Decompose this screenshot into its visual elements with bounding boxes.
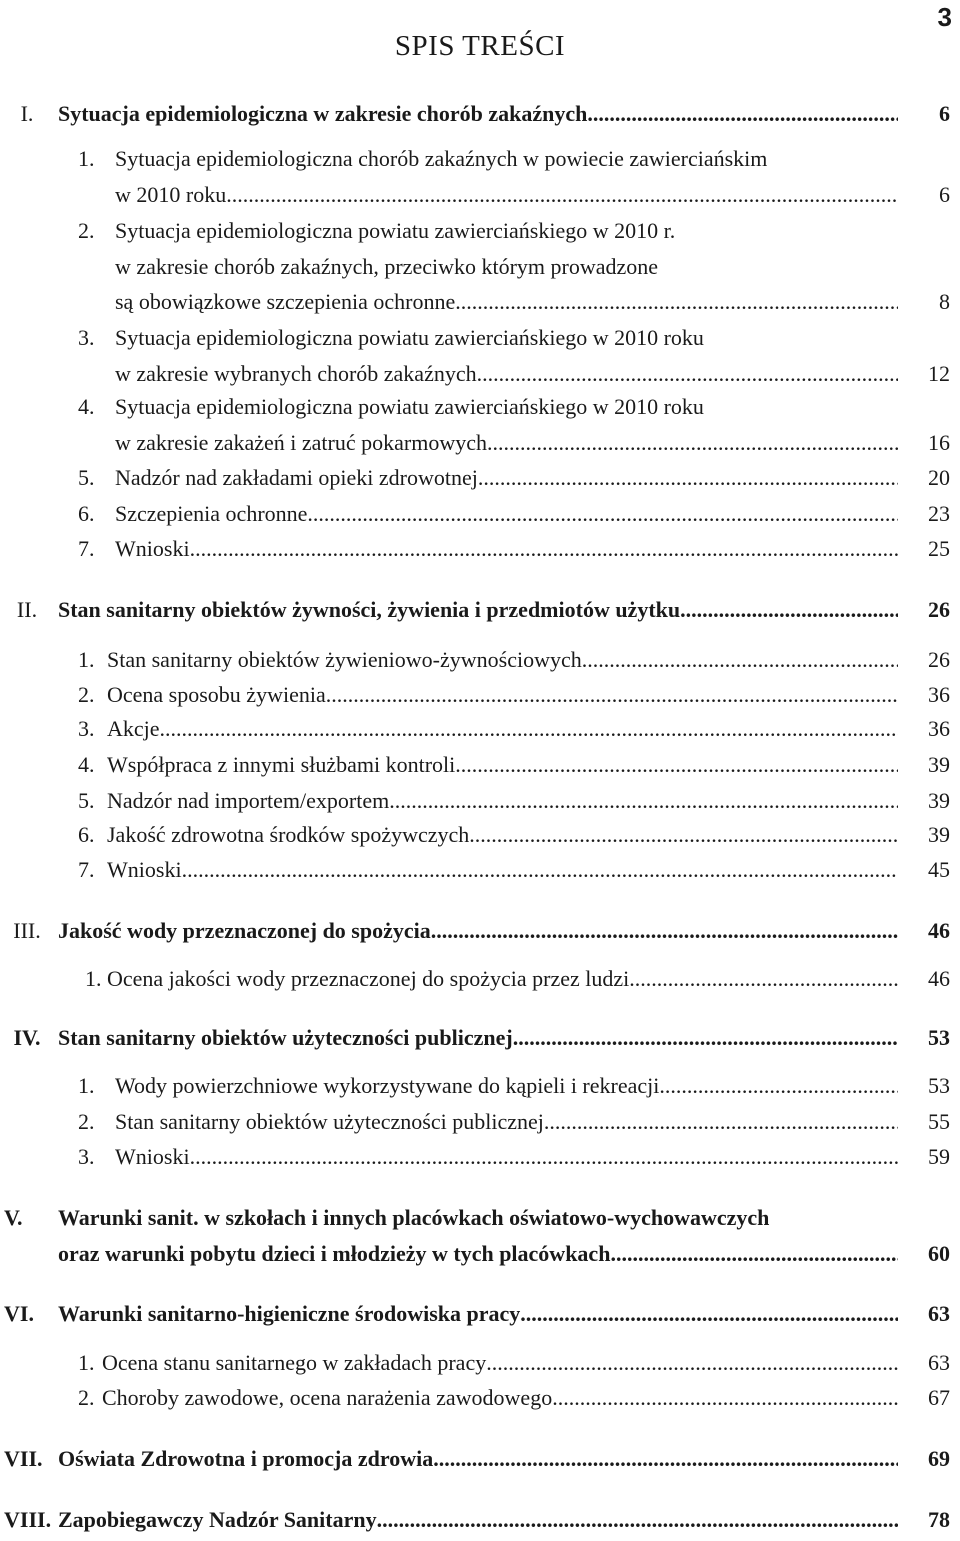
item-title: w zakresie wybranych chorób zakaźnych <box>115 360 477 386</box>
section-page-number: 78 <box>928 1507 950 1532</box>
item-page-number: 25 <box>928 536 950 561</box>
dot-leader <box>190 536 898 562</box>
item-page-number: 39 <box>928 752 950 777</box>
item-title: Ocena sposobu żywienia <box>107 682 326 707</box>
item-title-leader <box>107 857 898 883</box>
section-title: Zapobiegawczy Nadzór Sanitarny <box>58 1507 377 1532</box>
page-title: SPIS TREŚCI <box>394 30 566 62</box>
item-title-leader <box>107 822 898 848</box>
section-title: Stan sanitarny obiektów użyteczności publicznej <box>58 1025 513 1050</box>
item-title-leader <box>115 1109 898 1135</box>
item-title: Wnioski <box>115 536 190 561</box>
toc-item-row <box>0 966 960 1000</box>
section-roman-numeral: VIII. <box>4 1507 52 1532</box>
toc-section-row <box>0 597 960 631</box>
item-page-number: 36 <box>928 682 950 707</box>
dot-leader <box>486 1350 898 1376</box>
item-title: Wnioski <box>115 1144 190 1169</box>
item-number: 4. <box>78 394 95 419</box>
toc-item-row <box>0 857 960 891</box>
item-page-number: 39 <box>928 788 950 813</box>
dot-leader <box>389 788 898 814</box>
dot-leader <box>587 101 898 127</box>
item-number: 2. <box>78 1385 95 1410</box>
item-title-leader <box>115 465 898 491</box>
toc-section-row <box>0 101 960 135</box>
toc-item-row <box>0 218 960 252</box>
item-title: Nadzór nad zakładami opieki zdrowotnej <box>115 465 478 490</box>
section-title: Sytuacja epidemiologiczna w zakresie chorób zakaźnych <box>58 101 588 126</box>
toc-item-row <box>0 146 960 180</box>
dot-leader <box>610 1241 898 1267</box>
section-roman-numeral: III. <box>13 918 41 943</box>
item-page-number: 8 <box>939 289 950 314</box>
toc-section-row <box>0 1205 960 1266</box>
item-title-leader <box>102 1350 898 1376</box>
item-title-leader <box>102 1385 898 1411</box>
item-number: 6. <box>78 501 95 526</box>
item-title-leader <box>115 1144 898 1170</box>
item-number: 2. <box>78 682 95 707</box>
item-title: Sytuacja epidemiologiczna powiatu zawierciańskiego w 2010 r. <box>115 218 676 243</box>
section-page-number: 53 <box>928 1025 950 1050</box>
section-roman-numeral: VII. <box>4 1446 43 1471</box>
toc-item-row <box>0 289 960 323</box>
item-number: 7. <box>78 857 95 882</box>
dot-leader <box>160 716 898 742</box>
item-number: 3. <box>78 325 95 350</box>
item-title-leader <box>115 536 898 562</box>
section-title-leader <box>58 101 898 127</box>
item-title: Stan sanitarny obiektów żywieniowo-żywnościowych <box>107 647 582 672</box>
item-title: Szczepienia ochronne <box>115 501 308 526</box>
item-page-number: 45 <box>928 857 950 882</box>
section-title-leader <box>58 1301 898 1327</box>
item-page-number: 23 <box>928 501 950 526</box>
section-title: Warunki sanitarno-higieniczne środowiska pracy <box>58 1301 521 1326</box>
toc-item-row <box>0 501 960 535</box>
item-page-number: 55 <box>928 1109 950 1134</box>
page-number: 3 <box>937 2 952 32</box>
section-page-number: 60 <box>928 1241 950 1266</box>
item-title-leader <box>115 182 898 208</box>
item-title: Jakość zdrowotna środków spożywczych <box>107 822 470 847</box>
item-title-leader <box>107 716 898 742</box>
item-title-leader <box>115 1073 898 1099</box>
item-number: 1. <box>78 647 95 672</box>
item-number: 1. <box>78 1073 95 1098</box>
dot-leader <box>513 1025 898 1051</box>
item-title-leader <box>107 966 898 992</box>
toc-section-row <box>0 1025 960 1059</box>
item-title-leader <box>107 682 898 708</box>
item-number: 1. <box>85 966 102 991</box>
dot-leader <box>544 1109 898 1135</box>
dot-leader <box>582 647 898 673</box>
item-title: Wnioski <box>107 857 182 882</box>
item-title: w zakresie zakażeń i zatruć pokarmowych <box>115 429 487 455</box>
section-title: oraz warunki pobytu dzieci i młodzieży w tych placówkach <box>58 1241 611 1266</box>
toc-section-row <box>0 1301 960 1335</box>
item-title: są obowiązkowe szczepienia ochronne <box>115 289 456 314</box>
dot-leader <box>182 857 898 883</box>
dot-leader <box>190 1144 898 1170</box>
toc-item-row <box>0 1144 960 1178</box>
item-title: Sytuacja epidemiologiczna powiatu zawierciańskiego w 2010 roku <box>115 394 704 419</box>
item-title-leader <box>115 361 898 387</box>
section-title: Jakość wody przeznaczonej do spożycia <box>58 918 431 943</box>
item-title: Sytuacja epidemiologiczna chorób zakaźnych w powiecie zawierciańskim <box>115 146 768 171</box>
item-number: 7. <box>78 536 95 561</box>
dot-leader <box>680 597 898 623</box>
toc-item-row <box>0 788 960 822</box>
item-number: 3. <box>78 716 95 741</box>
dot-leader <box>377 1507 898 1533</box>
toc-item-row <box>0 394 960 428</box>
toc-item-row <box>0 325 960 359</box>
section-title: Warunki sanit. w szkołach i innych placówkach oświatowo-wychowawczych <box>58 1205 770 1230</box>
item-title: Ocena stanu sanitarnego w zakładach pracy <box>102 1350 487 1375</box>
section-page-number: 6 <box>939 101 950 126</box>
dot-leader <box>226 182 898 208</box>
item-page-number: 6 <box>939 181 950 207</box>
item-title: Nadzór nad importem/exportem <box>107 788 390 813</box>
item-number: 2. <box>78 1109 95 1134</box>
item-page-number: 53 <box>928 1073 950 1098</box>
item-title: Akcje <box>107 716 160 741</box>
section-title-leader <box>58 1241 898 1267</box>
toc-item-row <box>0 1073 960 1107</box>
item-number: 5. <box>78 465 95 490</box>
dot-leader <box>552 1385 898 1411</box>
toc-item-row <box>0 647 960 681</box>
toc-section-row <box>0 1446 960 1480</box>
item-title-leader <box>107 788 898 814</box>
dot-leader <box>326 682 898 708</box>
section-page-number: 69 <box>928 1446 950 1471</box>
toc-item-row <box>0 430 960 464</box>
section-title-leader <box>58 597 898 623</box>
dot-leader <box>431 918 898 944</box>
item-title: Ocena jakości wody przeznaczonej do spożycia przez ludzi <box>107 966 630 991</box>
dot-leader <box>629 966 898 992</box>
item-title: w 2010 roku <box>115 181 227 207</box>
section-title-leader <box>58 918 898 944</box>
item-page-number: 46 <box>928 966 950 991</box>
item-page-number: 59 <box>928 1144 950 1169</box>
toc-item-row <box>0 182 960 216</box>
section-roman-numeral: II. <box>16 597 38 622</box>
section-page-number: 63 <box>928 1301 950 1326</box>
item-page-number: 67 <box>928 1385 950 1410</box>
dot-leader <box>469 822 898 848</box>
toc-item-row <box>0 1350 960 1384</box>
dot-leader <box>433 1446 898 1472</box>
item-number: 2. <box>78 218 95 243</box>
item-number: 6. <box>78 822 95 847</box>
item-title: w zakresie chorób zakaźnych, przeciwko którym prowadzone <box>115 253 659 279</box>
section-title-leader <box>58 1446 898 1472</box>
item-page-number: 63 <box>928 1350 950 1375</box>
dot-leader <box>487 430 898 456</box>
section-title-leader <box>58 1507 898 1533</box>
toc-item-row <box>0 1385 960 1419</box>
item-title: Sytuacja epidemiologiczna powiatu zawierciańskiego w 2010 roku <box>115 325 704 350</box>
item-title-leader <box>107 647 898 673</box>
item-title: Stan sanitarny obiektów użyteczności publicznej <box>115 1109 544 1134</box>
toc-item-row <box>0 361 960 395</box>
item-number: 1. <box>78 1350 95 1375</box>
item-title-leader <box>115 430 898 456</box>
item-title: Współpraca z innymi służbami kontroli <box>107 752 456 777</box>
toc-item-row <box>0 822 960 856</box>
item-number: 3. <box>78 1144 95 1169</box>
dot-leader <box>477 361 898 387</box>
item-page-number: 12 <box>928 360 950 386</box>
toc-item-row <box>0 682 960 716</box>
section-roman-numeral: VI. <box>4 1301 34 1326</box>
item-number: 5. <box>78 788 95 813</box>
toc-item-row <box>0 536 960 570</box>
item-page-number: 36 <box>928 716 950 741</box>
item-page-number: 26 <box>928 647 950 672</box>
item-title: Choroby zawodowe, ocena narażenia zawodowego <box>102 1385 553 1410</box>
item-page-number: 20 <box>928 465 950 490</box>
toc-item-row <box>0 465 960 499</box>
dot-leader <box>455 289 898 315</box>
item-title: Wody powierzchniowe wykorzystywane do kąpieli i rekreacji <box>115 1073 660 1098</box>
dot-leader <box>478 465 898 491</box>
toc-section-row <box>0 918 960 952</box>
section-roman-numeral: V. <box>4 1205 23 1230</box>
item-number: 1. <box>78 146 95 171</box>
dot-leader <box>520 1301 898 1327</box>
section-roman-numeral: I. <box>20 101 34 126</box>
toc-item-row <box>0 752 960 786</box>
item-page-number: 39 <box>928 822 950 847</box>
dot-leader <box>659 1073 898 1099</box>
section-page-number: 46 <box>928 918 950 943</box>
dot-leader <box>307 501 898 527</box>
section-page-number: 26 <box>928 597 950 622</box>
section-roman-numeral: IV. <box>13 1025 41 1050</box>
section-title: Stan sanitarny obiektów żywności, żywienia i przedmiotów użytku <box>58 597 681 622</box>
item-page-number: 16 <box>928 429 950 455</box>
toc-item-row <box>0 716 960 750</box>
toc-item-row <box>0 1109 960 1143</box>
item-title-leader <box>115 289 898 315</box>
toc-item-row <box>0 254 960 288</box>
section-title: Oświata Zdrowotna i promocja zdrowia <box>58 1446 434 1471</box>
section-title-leader <box>58 1025 898 1051</box>
item-number: 4. <box>78 752 95 777</box>
dot-leader <box>455 752 898 778</box>
item-title-leader <box>115 501 898 527</box>
item-title-leader <box>107 752 898 778</box>
